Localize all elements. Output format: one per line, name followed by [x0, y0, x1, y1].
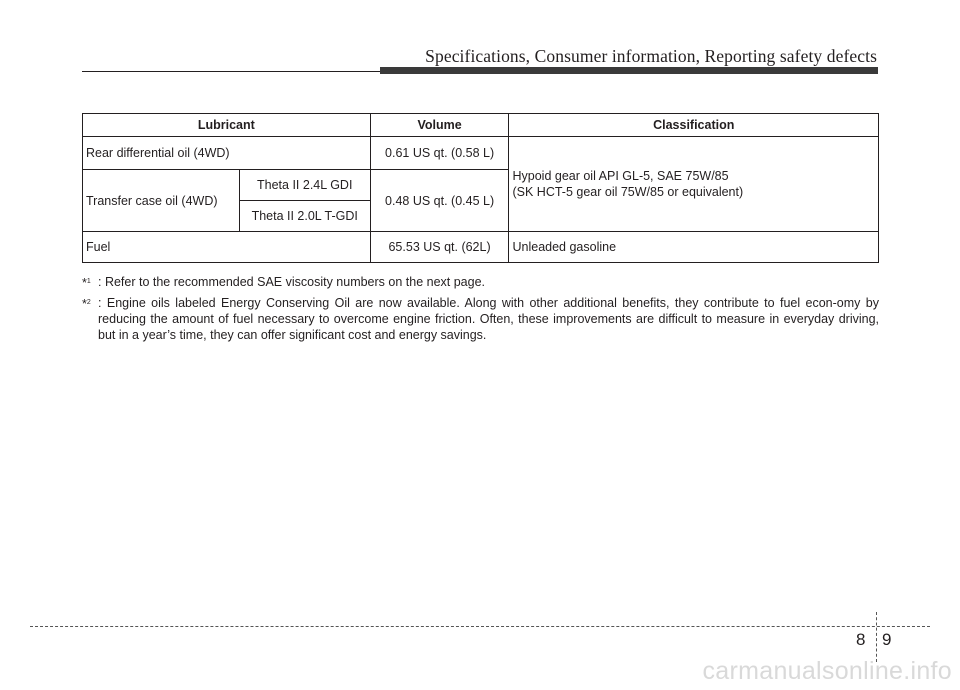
cell-transfer-case-volume: 0.48 US qt. (0.45 L): [370, 170, 509, 232]
cell-gear-oil-classification: [509, 137, 879, 232]
page-number-divider: [876, 612, 877, 662]
table-header-row: [83, 114, 879, 137]
footnote-marker: *$^1$: [82, 276, 91, 290]
lubricant-spec-table: [82, 113, 879, 263]
footnote-text: : Engine oils labeled Energy Conserving Oil are now available. Along with other additional benefits, they contribute to fuel econ-omy by reducing the amount of fuel necessary to overcome engine friction. Often, these improvements are difficult to measure in everyday driving, but in a year’s time, they can offer significant cost and energy savings.: [98, 296, 879, 342]
classification-line-2: (SK HCT-5 gear oil 75W/85 or equivalent): [512, 185, 744, 199]
table-row: [83, 232, 879, 263]
cell-transfer-case-lubricant: Transfer case oil (4WD): [83, 170, 240, 232]
section-title: Specifications, Consumer information, Reporting safety defects: [425, 46, 877, 66]
cell-rear-diff-volume: 0.61 US qt. (0.58 L): [370, 137, 509, 170]
footnotes: [82, 274, 879, 348]
header-volume: Volume: [370, 114, 509, 137]
classification-line-1: Hypoid gear oil API GL-5, SAE 75W/85: [512, 169, 729, 183]
footnote-marker: *$^2$: [82, 297, 91, 311]
header-rule-thick: [380, 67, 878, 74]
header-classification: Classification: [509, 114, 879, 137]
cell-fuel-classification: Unleaded gasoline: [509, 232, 879, 263]
footer-dashed-rule: [30, 626, 930, 627]
cell-engine-theta-20-tgdi: Theta II 2.0L T-GDI: [239, 201, 370, 232]
page-number: 9: [882, 630, 892, 649]
header-rule-thin: [82, 71, 380, 72]
cell-fuel-lubricant: Fuel: [83, 232, 371, 263]
cell-engine-theta-24-gdi: Theta II 2.4L GDI: [239, 170, 370, 201]
cell-rear-diff-lubricant: Rear differential oil (4WD): [83, 137, 371, 170]
footnote-1: [82, 274, 879, 290]
footnote-2: [82, 295, 879, 343]
header-lubricant: Lubricant: [83, 114, 371, 137]
cell-fuel-volume: 65.53 US qt. (62L): [370, 232, 509, 263]
table-row: [83, 137, 879, 170]
site-watermark: carmanualsonline.info: [702, 657, 952, 685]
chapter-number: 8: [856, 630, 866, 649]
footnote-text: : Refer to the recommended SAE viscosity numbers on the next page.: [98, 275, 486, 289]
